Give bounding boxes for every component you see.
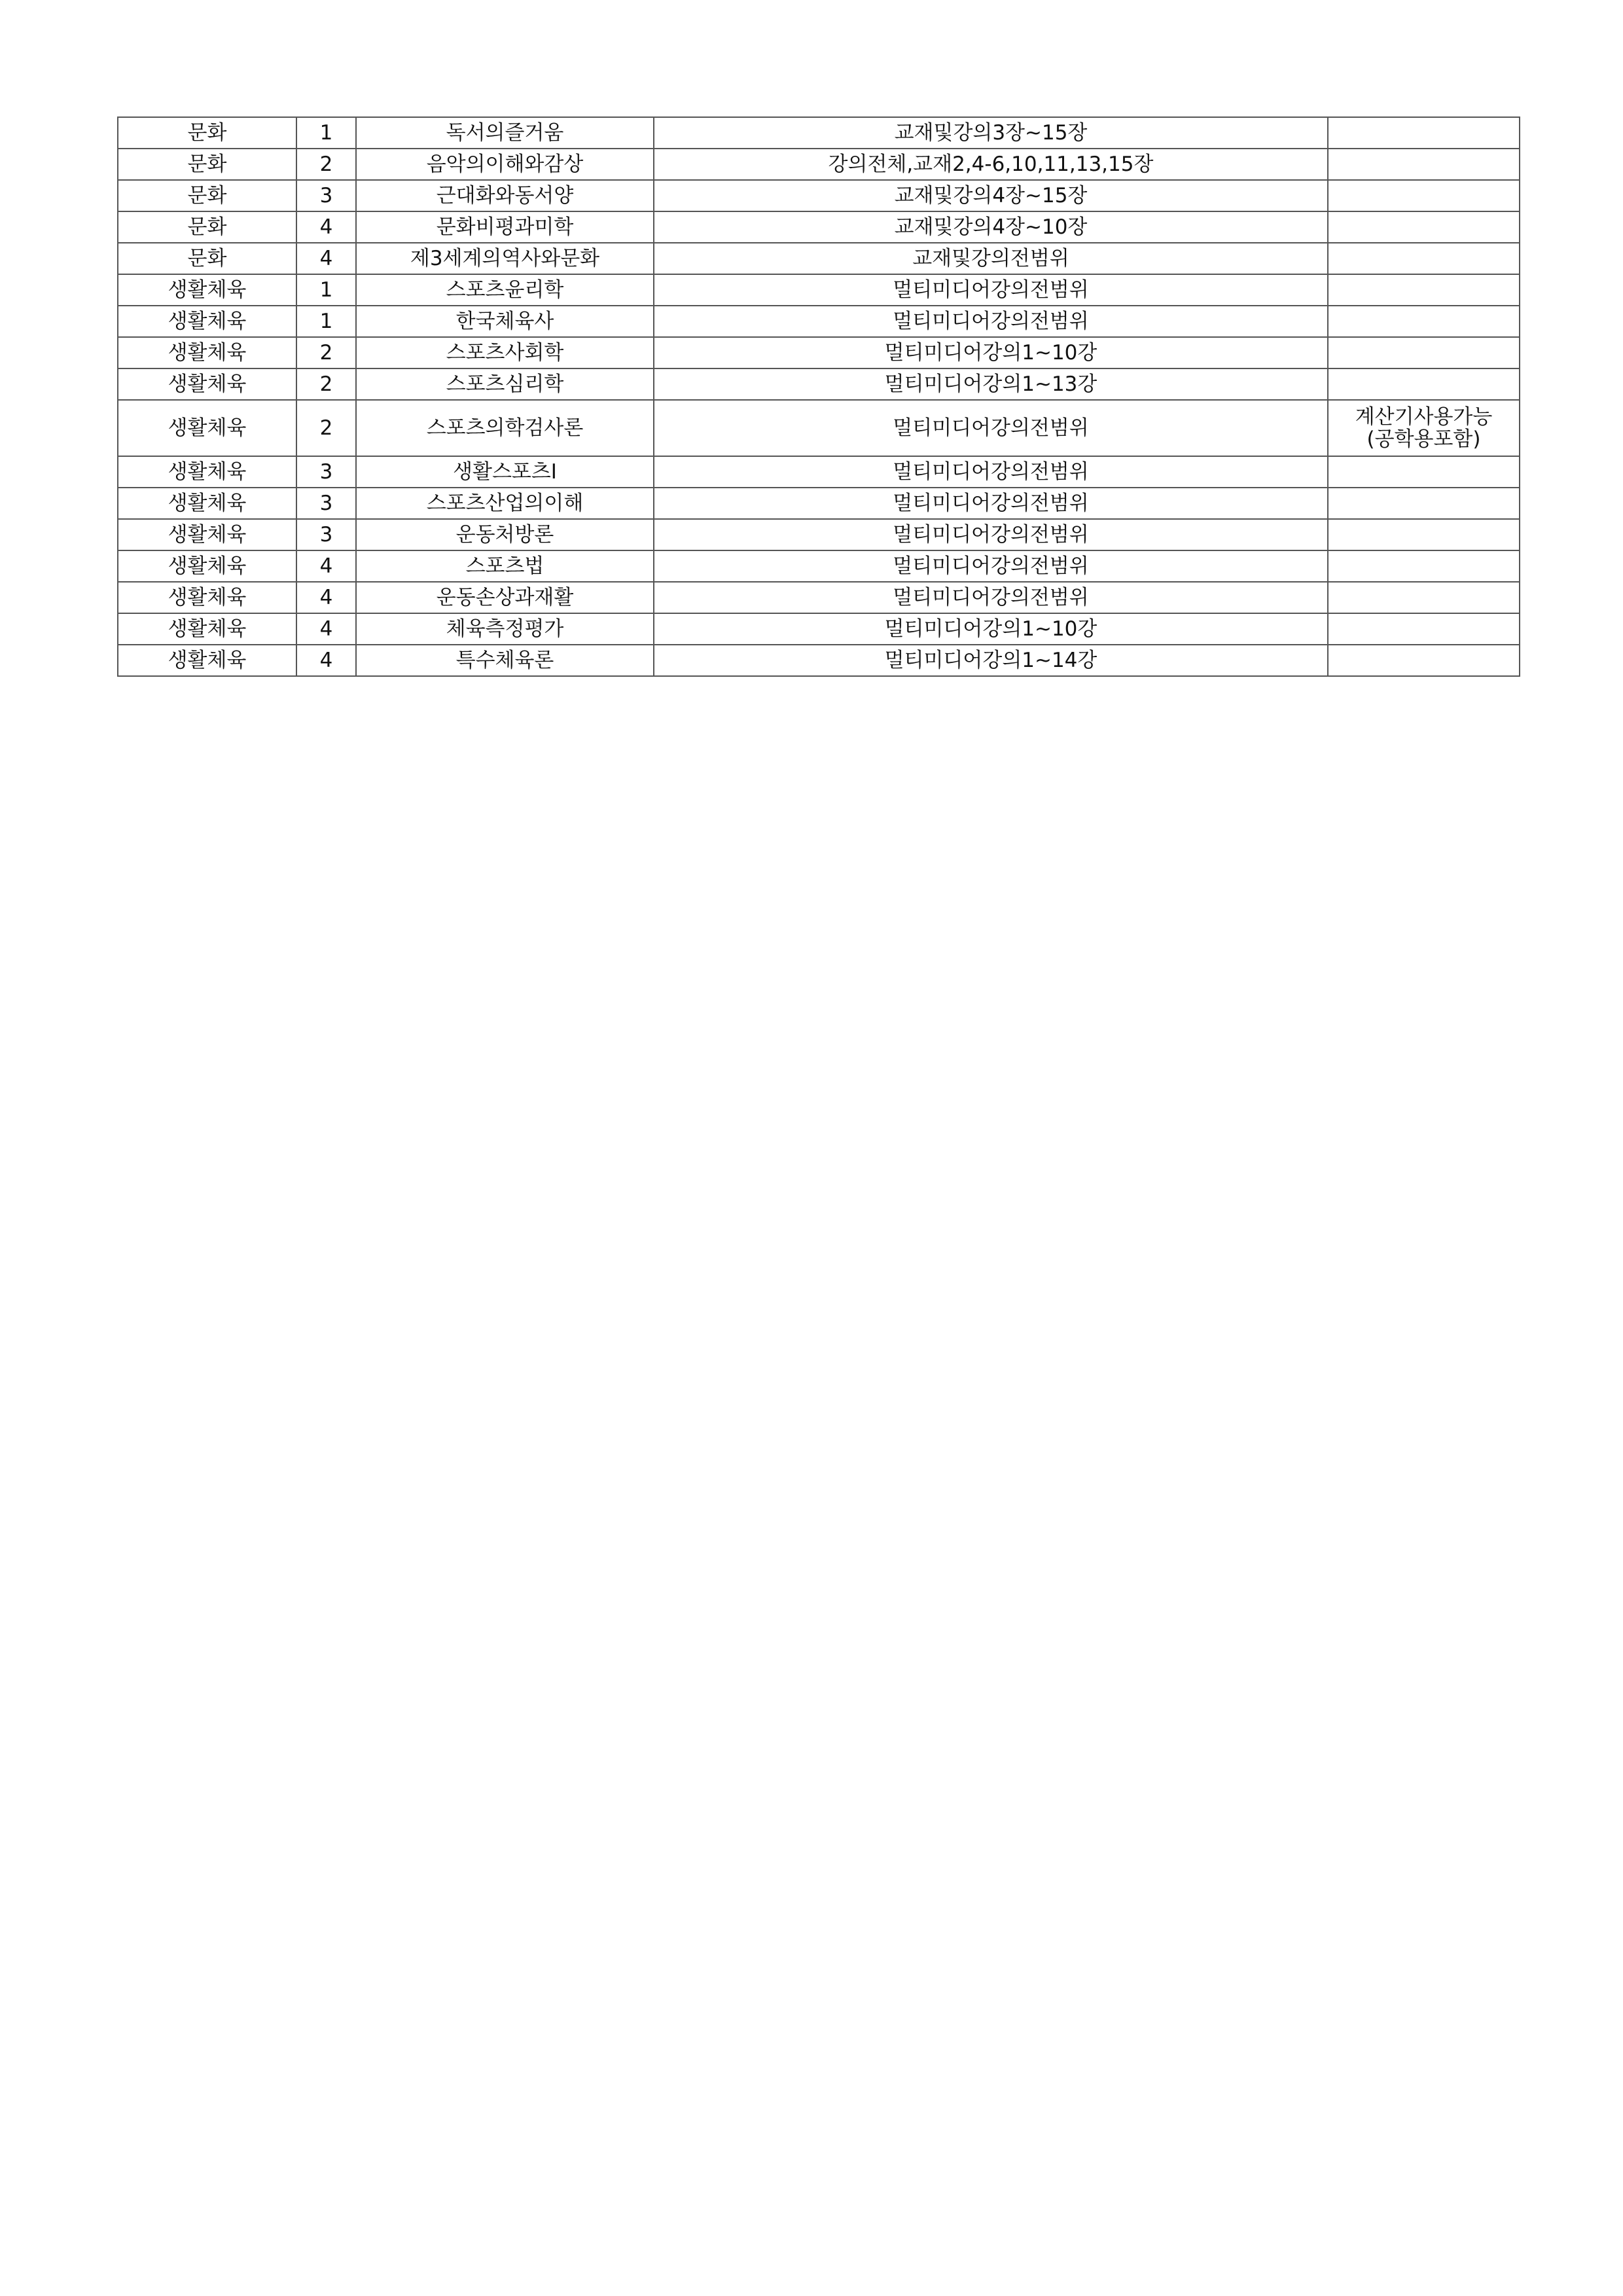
area-cell: 문화 bbox=[118, 243, 296, 274]
note-cell bbox=[1328, 645, 1520, 676]
range-cell: 멀티미디어강의전범위 bbox=[654, 274, 1328, 306]
area-cell: 생활체육 bbox=[118, 456, 296, 488]
subject-cell: 운동손상과재활 bbox=[356, 582, 654, 613]
subject-cell: 음악의이해와감상 bbox=[356, 149, 654, 180]
note-cell bbox=[1328, 306, 1520, 337]
area-cell: 생활체육 bbox=[118, 519, 296, 550]
subject-cell: 스포츠산업의이해 bbox=[356, 488, 654, 519]
grade-cell: 2 bbox=[296, 149, 356, 180]
table-row bbox=[118, 243, 1520, 274]
grade-cell: 2 bbox=[296, 368, 356, 400]
range-cell: 멀티미디어강의전범위 bbox=[654, 306, 1328, 337]
range-cell: 멀티미디어강의1~14강 bbox=[654, 645, 1328, 676]
grade-cell: 2 bbox=[296, 400, 356, 456]
exam-range-table bbox=[117, 117, 1520, 677]
table-row bbox=[118, 488, 1520, 519]
table-row bbox=[118, 456, 1520, 488]
range-cell: 강의전체,교재2,4-6,10,11,13,15장 bbox=[654, 149, 1328, 180]
subject-cell: 문화비평과미학 bbox=[356, 211, 654, 243]
area-cell: 생활체육 bbox=[118, 488, 296, 519]
note-line-2: (공학용포함) bbox=[1366, 427, 1481, 451]
range-cell: 멀티미디어강의전범위 bbox=[654, 488, 1328, 519]
table-row bbox=[118, 274, 1520, 306]
grade-cell: 4 bbox=[296, 645, 356, 676]
area-cell: 생활체육 bbox=[118, 400, 296, 456]
range-cell: 교재및강의4장~10장 bbox=[654, 211, 1328, 243]
table-row bbox=[118, 550, 1520, 582]
grade-cell: 3 bbox=[296, 180, 356, 211]
subject-cell: 체육측정평가 bbox=[356, 613, 654, 645]
note-cell bbox=[1328, 550, 1520, 582]
table-row bbox=[118, 400, 1520, 456]
grade-cell: 4 bbox=[296, 550, 356, 582]
range-cell: 교재및강의4장~15장 bbox=[654, 180, 1328, 211]
subject-cell: 독서의즐거움 bbox=[356, 117, 654, 149]
subject-cell: 제3세계의역사와문화 bbox=[356, 243, 654, 274]
subject-cell: 스포츠윤리학 bbox=[356, 274, 654, 306]
grade-cell: 1 bbox=[296, 306, 356, 337]
grade-cell: 2 bbox=[296, 337, 356, 368]
area-cell: 문화 bbox=[118, 149, 296, 180]
table-row bbox=[118, 613, 1520, 645]
area-cell: 생활체육 bbox=[118, 368, 296, 400]
range-cell: 멀티미디어강의전범위 bbox=[654, 550, 1328, 582]
area-cell: 문화 bbox=[118, 211, 296, 243]
note-cell bbox=[1328, 613, 1520, 645]
area-cell: 생활체육 bbox=[118, 337, 296, 368]
note-cell bbox=[1328, 117, 1520, 149]
note-cell bbox=[1328, 274, 1520, 306]
range-cell: 멀티미디어강의전범위 bbox=[654, 456, 1328, 488]
area-cell: 문화 bbox=[118, 180, 296, 211]
range-cell: 멀티미디어강의전범위 bbox=[654, 519, 1328, 550]
table-row bbox=[118, 117, 1520, 149]
range-cell: 멀티미디어강의전범위 bbox=[654, 582, 1328, 613]
table-row bbox=[118, 645, 1520, 676]
grade-cell: 4 bbox=[296, 211, 356, 243]
range-cell: 멀티미디어강의1~13강 bbox=[654, 368, 1328, 400]
table-row bbox=[118, 180, 1520, 211]
area-cell: 생활체육 bbox=[118, 645, 296, 676]
subject-cell: 운동처방론 bbox=[356, 519, 654, 550]
grade-cell: 4 bbox=[296, 582, 356, 613]
subject-cell: 스포츠법 bbox=[356, 550, 654, 582]
range-cell: 교재및강의3장~15장 bbox=[654, 117, 1328, 149]
table-row bbox=[118, 519, 1520, 550]
note-cell bbox=[1328, 211, 1520, 243]
grade-cell: 4 bbox=[296, 613, 356, 645]
note-cell bbox=[1328, 400, 1520, 456]
note-cell bbox=[1328, 337, 1520, 368]
table-row bbox=[118, 306, 1520, 337]
area-cell: 생활체육 bbox=[118, 550, 296, 582]
subject-cell: 스포츠사회학 bbox=[356, 337, 654, 368]
note-cell bbox=[1328, 368, 1520, 400]
range-cell: 멀티미디어강의1~10강 bbox=[654, 613, 1328, 645]
note-cell bbox=[1328, 456, 1520, 488]
range-cell: 멀티미디어강의1~10강 bbox=[654, 337, 1328, 368]
table-row bbox=[118, 149, 1520, 180]
grade-cell: 1 bbox=[296, 274, 356, 306]
note-cell bbox=[1328, 488, 1520, 519]
table-row bbox=[118, 368, 1520, 400]
grade-cell: 4 bbox=[296, 243, 356, 274]
grade-cell: 3 bbox=[296, 488, 356, 519]
note-cell bbox=[1328, 243, 1520, 274]
table-row bbox=[118, 582, 1520, 613]
note-cell bbox=[1328, 519, 1520, 550]
grade-cell: 3 bbox=[296, 519, 356, 550]
range-cell: 멀티미디어강의전범위 bbox=[654, 400, 1328, 456]
note-cell bbox=[1328, 149, 1520, 180]
area-cell: 생활체육 bbox=[118, 306, 296, 337]
subject-cell: 스포츠의학검사론 bbox=[356, 400, 654, 456]
note-line-1: 계산기사용가능 bbox=[1355, 405, 1493, 429]
note-cell bbox=[1328, 180, 1520, 211]
table-row bbox=[118, 337, 1520, 368]
subject-cell: 생활스포츠I bbox=[356, 456, 654, 488]
grade-cell: 1 bbox=[296, 117, 356, 149]
area-cell: 생활체육 bbox=[118, 613, 296, 645]
subject-cell: 스포츠심리학 bbox=[356, 368, 654, 400]
subject-cell: 한국체육사 bbox=[356, 306, 654, 337]
grade-cell: 3 bbox=[296, 456, 356, 488]
area-cell: 생활체육 bbox=[118, 274, 296, 306]
subject-cell: 특수체육론 bbox=[356, 645, 654, 676]
area-cell: 문화 bbox=[118, 117, 296, 149]
range-cell: 교재및강의전범위 bbox=[654, 243, 1328, 274]
table-row bbox=[118, 211, 1520, 243]
note-cell bbox=[1328, 582, 1520, 613]
subject-cell: 근대화와동서양 bbox=[356, 180, 654, 211]
area-cell: 생활체육 bbox=[118, 582, 296, 613]
